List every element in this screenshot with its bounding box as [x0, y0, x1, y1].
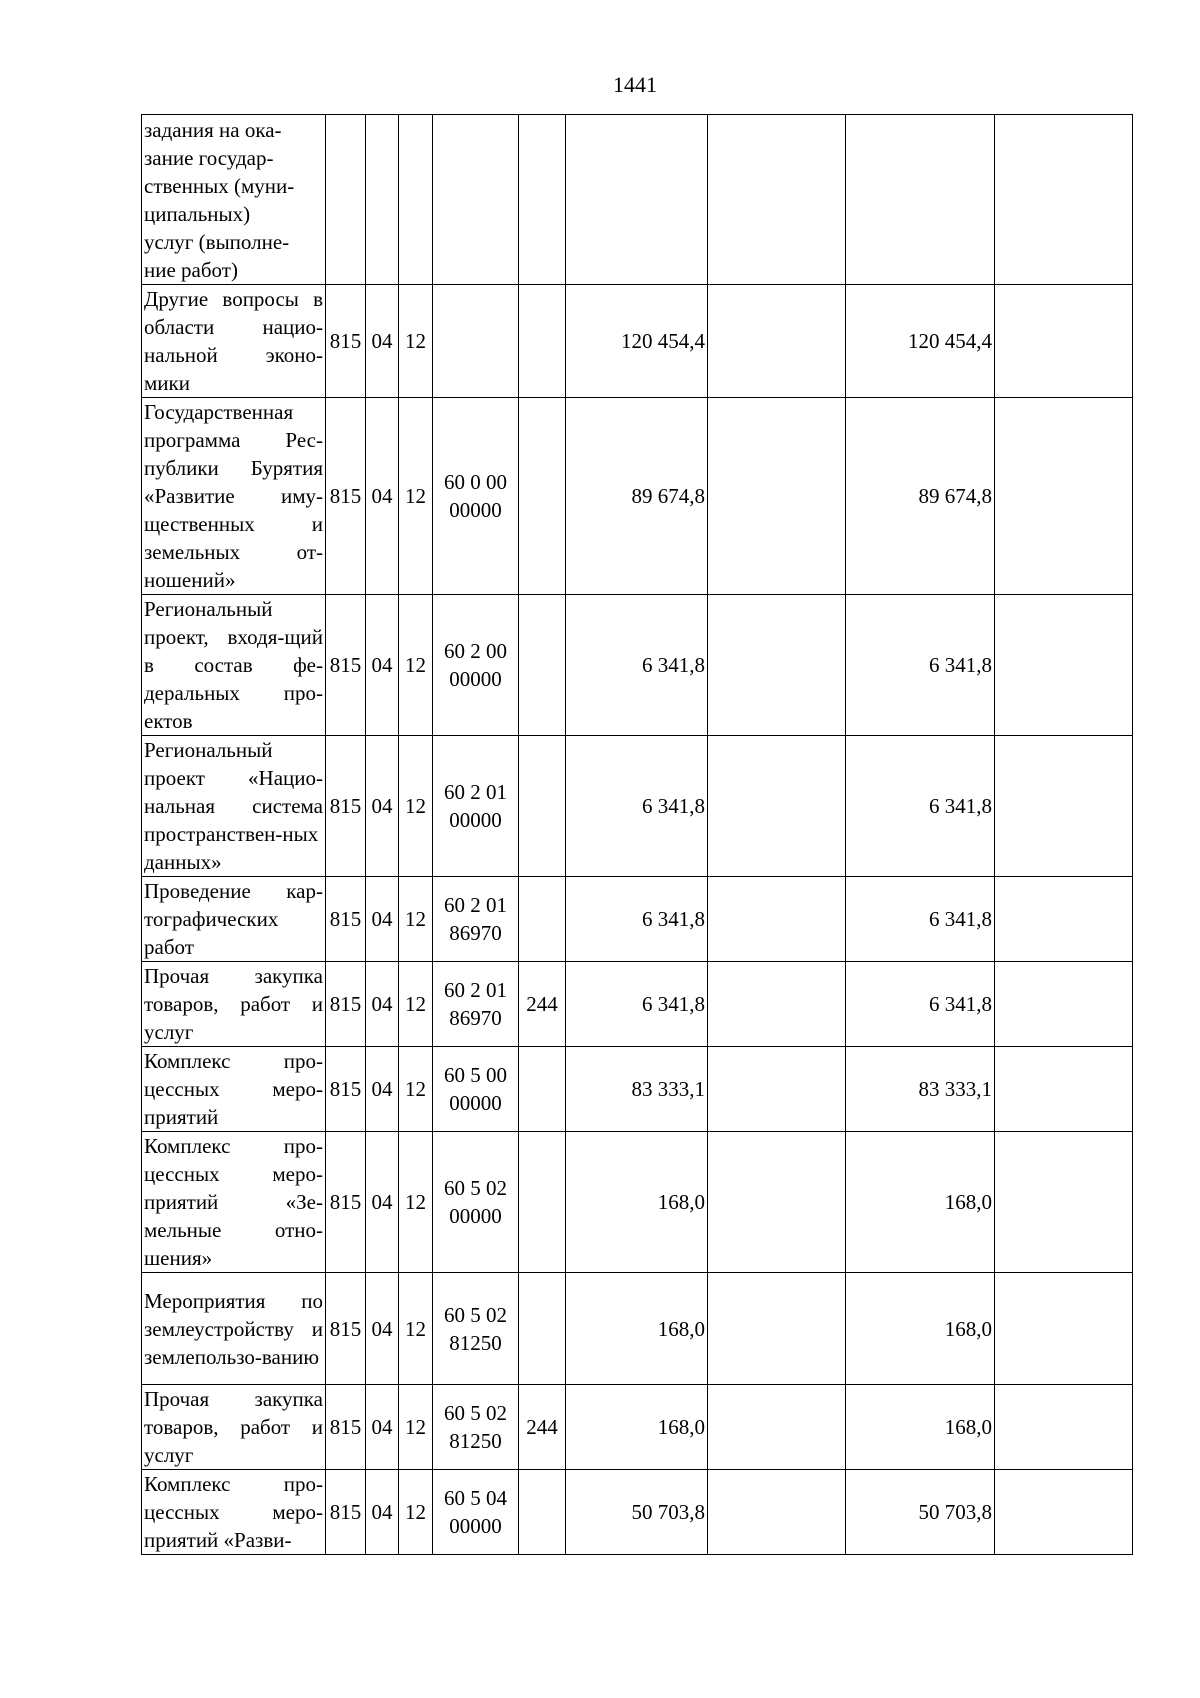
amount-cell: [708, 595, 846, 736]
amount-cell: 6 341,8: [566, 962, 708, 1047]
grbs-code-cell: 815: [326, 398, 366, 595]
amount-cell: 120 454,4: [566, 285, 708, 398]
amount-cell: 89 674,8: [846, 398, 995, 595]
target-article-cell: 60 5 02 81250: [433, 1385, 519, 1470]
amount-cell: [708, 285, 846, 398]
amount-cell: 50 703,8: [566, 1470, 708, 1555]
row-name-cell: Мероприятия по землеустройству и землепользо-ванию: [142, 1273, 326, 1385]
grbs-code-cell: 815: [326, 285, 366, 398]
amount-cell: 168,0: [566, 1385, 708, 1470]
subsection-code-cell: 12: [399, 1273, 433, 1385]
row-name-cell: Региональный проект «Нацио-нальная система пространствен-ных данных»: [142, 736, 326, 877]
amount-cell: 50 703,8: [846, 1470, 995, 1555]
subsection-code-cell: 12: [399, 595, 433, 736]
amount-cell: 6 341,8: [846, 736, 995, 877]
subsection-code-cell: [399, 115, 433, 285]
table-row: [142, 285, 1133, 398]
amount-cell: 120 454,4: [846, 285, 995, 398]
table-row: [142, 877, 1133, 962]
amount-cell: [995, 1385, 1133, 1470]
expense-type-cell: [519, 877, 566, 962]
amount-cell: [995, 398, 1133, 595]
amount-cell: [708, 1273, 846, 1385]
amount-cell: 83 333,1: [846, 1047, 995, 1132]
amount-cell: 6 341,8: [566, 877, 708, 962]
target-article-cell: 60 5 00 00000: [433, 1047, 519, 1132]
amount-cell: [708, 115, 846, 285]
row-name-cell: задания на ока- зание государ- ственных (муни- ципальных) услуг (выполне- ние работ): [142, 115, 326, 285]
target-article-cell: 60 2 01 00000: [433, 736, 519, 877]
amount-cell: 6 341,8: [846, 595, 995, 736]
row-name-cell: Комплекс про-цессных меро-приятий «Зе-мельные отно-шения»: [142, 1132, 326, 1273]
target-article-cell: 60 2 01 86970: [433, 962, 519, 1047]
amount-cell: [995, 1132, 1133, 1273]
section-code-cell: 04: [366, 1385, 399, 1470]
budget-table: [141, 114, 1133, 1555]
amount-cell: 6 341,8: [566, 736, 708, 877]
row-name-cell: Комплекс про-цессных меро-приятий: [142, 1047, 326, 1132]
section-code-cell: 04: [366, 736, 399, 877]
table-row: [142, 1470, 1133, 1555]
amount-cell: 168,0: [846, 1385, 995, 1470]
amount-cell: 168,0: [566, 1132, 708, 1273]
subsection-code-cell: 12: [399, 1132, 433, 1273]
amount-cell: [995, 1047, 1133, 1132]
subsection-code-cell: 12: [399, 398, 433, 595]
amount-cell: [995, 962, 1133, 1047]
amount-cell: 6 341,8: [846, 962, 995, 1047]
expense-type-cell: 244: [519, 1385, 566, 1470]
section-code-cell: 04: [366, 398, 399, 595]
section-code-cell: 04: [366, 1047, 399, 1132]
table-row: [142, 115, 1133, 285]
amount-cell: [846, 115, 995, 285]
subsection-code-cell: 12: [399, 962, 433, 1047]
expense-type-cell: [519, 1273, 566, 1385]
amount-cell: [708, 1470, 846, 1555]
grbs-code-cell: 815: [326, 595, 366, 736]
subsection-code-cell: 12: [399, 1385, 433, 1470]
subsection-code-cell: 12: [399, 877, 433, 962]
amount-cell: [708, 398, 846, 595]
section-code-cell: 04: [366, 962, 399, 1047]
row-name-cell: Региональный проект, входя-щий в состав фе-деральных про-ектов: [142, 595, 326, 736]
amount-cell: [995, 595, 1133, 736]
table-row: [142, 1047, 1133, 1132]
expense-type-cell: [519, 1470, 566, 1555]
table-row: [142, 398, 1133, 595]
target-article-cell: 60 2 01 86970: [433, 877, 519, 962]
section-code-cell: 04: [366, 285, 399, 398]
subsection-code-cell: 12: [399, 285, 433, 398]
amount-cell: [708, 736, 846, 877]
target-article-cell: [433, 115, 519, 285]
amount-cell: [708, 962, 846, 1047]
grbs-code-cell: 815: [326, 962, 366, 1047]
table-row: [142, 962, 1133, 1047]
expense-type-cell: [519, 736, 566, 877]
grbs-code-cell: 815: [326, 736, 366, 877]
amount-cell: [708, 877, 846, 962]
expense-type-cell: [519, 398, 566, 595]
section-code-cell: 04: [366, 1132, 399, 1273]
expense-type-cell: [519, 1047, 566, 1132]
target-article-cell: 60 0 00 00000: [433, 398, 519, 595]
row-name-cell: Другие вопросы в области нацио-нальной эконо-мики: [142, 285, 326, 398]
amount-cell: 6 341,8: [846, 877, 995, 962]
amount-cell: 6 341,8: [566, 595, 708, 736]
amount-cell: [708, 1132, 846, 1273]
grbs-code-cell: 815: [326, 877, 366, 962]
target-article-cell: 60 5 02 81250: [433, 1273, 519, 1385]
amount-cell: [995, 736, 1133, 877]
table-row: [142, 1385, 1133, 1470]
page-number: 1441: [613, 72, 657, 97]
expense-type-cell: [519, 595, 566, 736]
expense-type-cell: [519, 1132, 566, 1273]
amount-cell: [566, 115, 708, 285]
expense-type-cell: [519, 285, 566, 398]
grbs-code-cell: 815: [326, 1470, 366, 1555]
table-row: [142, 736, 1133, 877]
row-name-cell: Комплекс про-цессных меро-приятий «Разви-: [142, 1470, 326, 1555]
grbs-code-cell: 815: [326, 1385, 366, 1470]
amount-cell: 83 333,1: [566, 1047, 708, 1132]
amount-cell: [995, 877, 1133, 962]
amount-cell: [995, 1273, 1133, 1385]
table-row: [142, 595, 1133, 736]
amount-cell: [995, 1470, 1133, 1555]
row-name-cell: Проведение кар-тографических работ: [142, 877, 326, 962]
expense-type-cell: 244: [519, 962, 566, 1047]
grbs-code-cell: 815: [326, 1273, 366, 1385]
row-name-cell: Прочая закупка товаров, работ и услуг: [142, 962, 326, 1047]
row-name-cell: Прочая закупка товаров, работ и услуг: [142, 1385, 326, 1470]
subsection-code-cell: 12: [399, 1047, 433, 1132]
amount-cell: [708, 1047, 846, 1132]
section-code-cell: 04: [366, 595, 399, 736]
amount-cell: 89 674,8: [566, 398, 708, 595]
row-name-cell: Государственная программа Рес-публики Бурятия «Развитие иму-щественных и земельных от-ношений»: [142, 398, 326, 595]
section-code-cell: 04: [366, 1470, 399, 1555]
grbs-code-cell: 815: [326, 1047, 366, 1132]
table-row: [142, 1132, 1133, 1273]
amount-cell: [995, 115, 1133, 285]
grbs-code-cell: [326, 115, 366, 285]
expense-type-cell: [519, 115, 566, 285]
section-code-cell: [366, 115, 399, 285]
subsection-code-cell: 12: [399, 736, 433, 877]
grbs-code-cell: 815: [326, 1132, 366, 1273]
amount-cell: 168,0: [566, 1273, 708, 1385]
table-row: [142, 1273, 1133, 1385]
amount-cell: 168,0: [846, 1132, 995, 1273]
target-article-cell: 60 5 04 00000: [433, 1470, 519, 1555]
target-article-cell: 60 5 02 00000: [433, 1132, 519, 1273]
amount-cell: [995, 285, 1133, 398]
section-code-cell: 04: [366, 877, 399, 962]
amount-cell: 168,0: [846, 1273, 995, 1385]
target-article-cell: 60 2 00 00000: [433, 595, 519, 736]
section-code-cell: 04: [366, 1273, 399, 1385]
target-article-cell: [433, 285, 519, 398]
subsection-code-cell: 12: [399, 1470, 433, 1555]
amount-cell: [708, 1385, 846, 1470]
